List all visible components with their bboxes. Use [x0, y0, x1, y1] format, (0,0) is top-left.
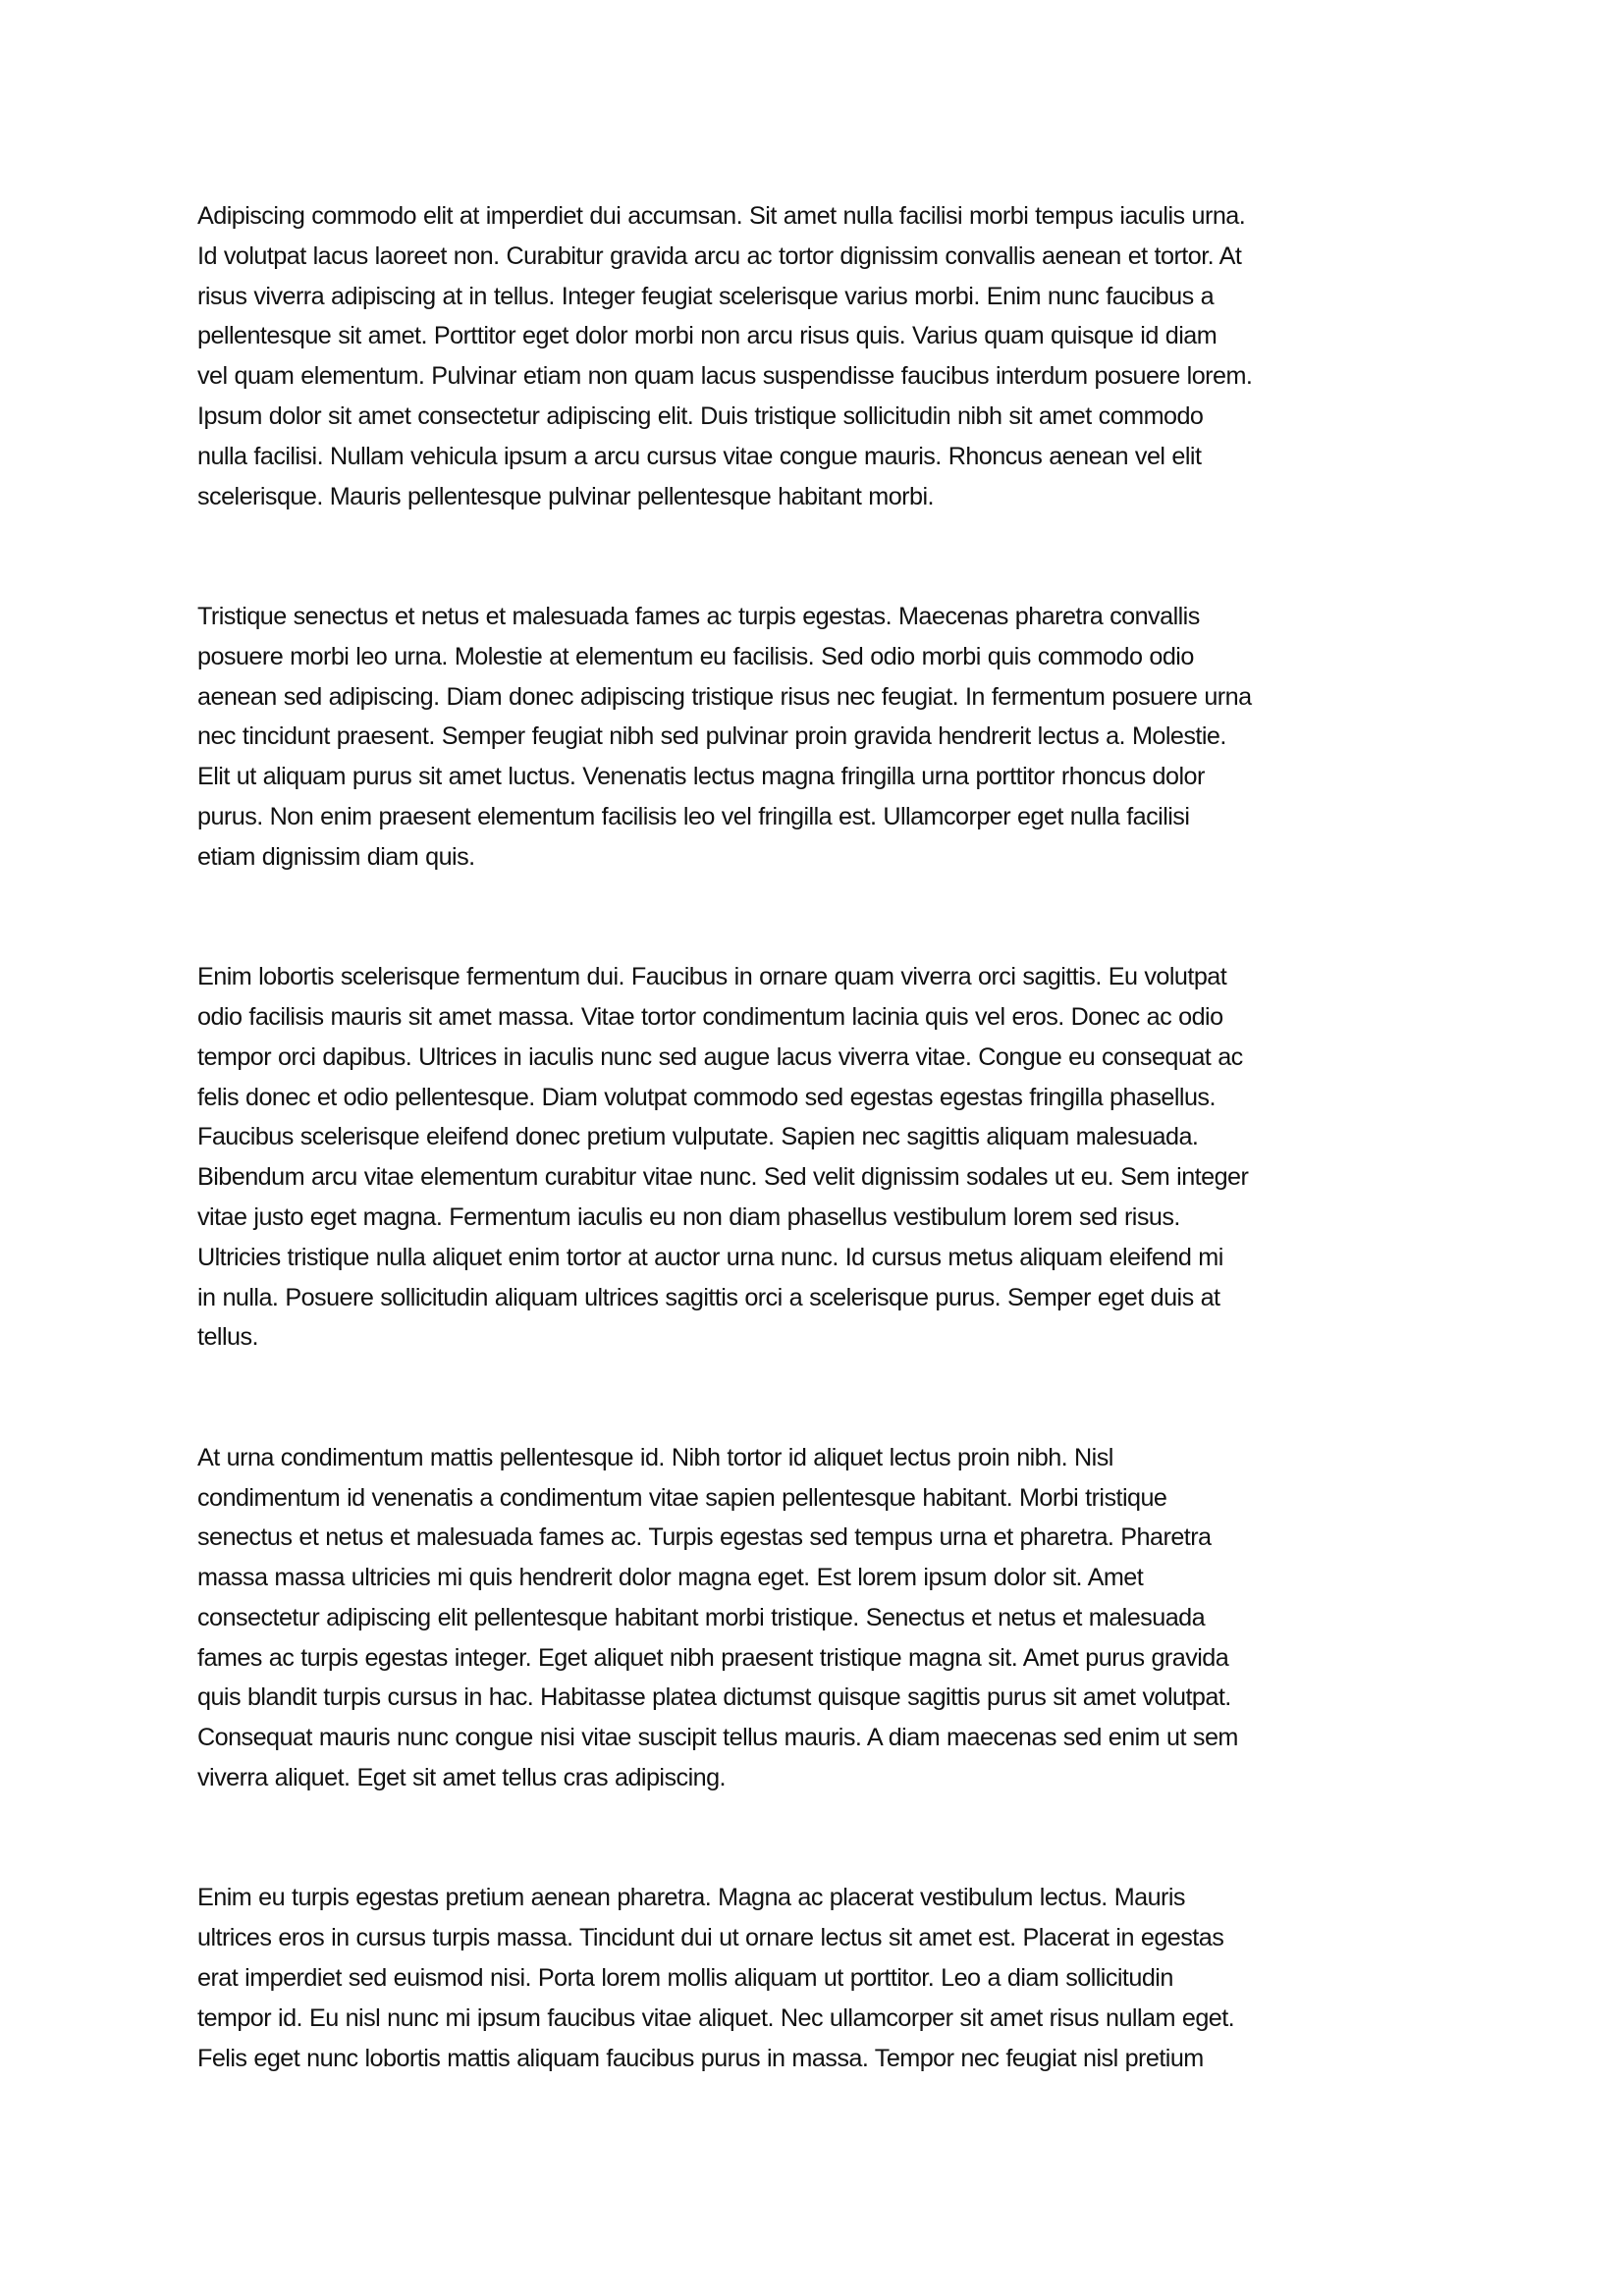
text-line: risus viverra adipiscing at in tellus. Integer feugiat scelerisque varius morbi. Enim nunc faucibus a — [197, 282, 1215, 310]
text-line: purus. Non enim praesent elementum facilisis leo vel fringilla est. Ullamcorper eget nulla facilisi — [197, 802, 1190, 830]
text-line: aenean sed adipiscing. Diam donec adipiscing tristique risus nec feugiat. In fermentum posuere urna — [197, 682, 1252, 711]
text-line: erat imperdiet sed euismod nisi. Porta lorem mollis aliquam ut porttitor. Leo a diam sollicitudin — [197, 1964, 1173, 1993]
paragraph-4 — [197, 1438, 1435, 1798]
text-line: posuere morbi leo urna. Molestie at elementum eu facilisis. Sed odio morbi quis commodo odio — [197, 642, 1194, 670]
text-line: Faucibus scelerisque eleifend donec pretium vulputate. Sapien nec sagittis aliquam malesuada. — [197, 1123, 1199, 1151]
text-line: Adipiscing commodo elit at imperdiet dui accumsan. Sit amet nulla facilisi morbi tempus iaculis urna. — [197, 202, 1246, 230]
text-line: Consequat mauris nunc congue nisi vitae suscipit tellus mauris. A diam maecenas sed enim ut sem — [197, 1724, 1238, 1752]
text-line: Ultricies tristique nulla aliquet enim tortor at auctor urna nunc. Id cursus metus aliquam eleifend mi — [197, 1243, 1223, 1271]
text-line: Enim eu turpis egestas pretium aenean pharetra. Magna ac placerat vestibulum lectus. Mauris — [197, 1884, 1185, 1912]
text-line: pellentesque sit amet. Porttitor eget dolor morbi non arcu risus quis. Varius quam quisque id diam — [197, 322, 1218, 350]
text-line: scelerisque. Mauris pellentesque pulvinar pellentesque habitant morbi. — [197, 482, 934, 510]
text-line: consectetur adipiscing elit pellentesque habitant morbi tristique. Senectus et netus et malesuada — [197, 1603, 1206, 1631]
text-line: etiam dignissim diam quis. — [197, 842, 475, 871]
text-line: Bibendum arcu vitae elementum curabitur vitae nunc. Sed velit dignissim sodales ut eu. Sem integer — [197, 1163, 1249, 1192]
text-line: tellus. — [197, 1323, 258, 1352]
text-line: senectus et netus et malesuada fames ac. Turpis egestas sed tempus urna et pharetra. Pharetra — [197, 1523, 1212, 1552]
paragraph-3 — [197, 957, 1435, 1358]
text-line: viverra aliquet. Eget sit amet tellus cras adipiscing. — [197, 1764, 726, 1792]
text-line: massa massa ultricies mi quis hendrerit dolor magna eget. Est lorem ipsum dolor sit. Amet — [197, 1564, 1144, 1592]
text-line: nec tincidunt praesent. Semper feugiat nibh sed pulvinar proin gravida hendrerit lectus a. Molestie. — [197, 722, 1226, 751]
text-line: nulla facilisi. Nullam vehicula ipsum a arcu cursus vitae congue mauris. Rhoncus aenean vel elit — [197, 442, 1202, 470]
paragraph-1 — [197, 196, 1435, 516]
text-line: Felis eget nunc lobortis mattis aliquam faucibus purus in massa. Tempor nec feugiat nisl pretium — [197, 2044, 1204, 2072]
paragraph-2 — [197, 597, 1435, 878]
paragraph-5 — [197, 1878, 1435, 2078]
text-line: Ipsum dolor sit amet consectetur adipiscing elit. Duis tristique sollicitudin nibh sit amet commodo — [197, 401, 1204, 430]
text-line: condimentum id venenatis a condimentum vitae sapien pellentesque habitant. Morbi tristique — [197, 1483, 1167, 1512]
text-line: in nulla. Posuere sollicitudin aliquam ultrices sagittis orci a scelerisque purus. Semper eget duis at — [197, 1283, 1220, 1311]
text-line: odio facilisis mauris sit amet massa. Vitae tortor condimentum lacinia quis vel eros. Donec ac odio — [197, 1002, 1223, 1031]
text-line: felis donec et odio pellentesque. Diam volutpat commodo sed egestas egestas fringilla phasellus. — [197, 1083, 1216, 1111]
text-line: fames ac turpis egestas integer. Eget aliquet nibh praesent tristique magna sit. Amet purus gravida — [197, 1643, 1229, 1672]
text-line: At urna condimentum mattis pellentesque id. Nibh tortor id aliquet lectus proin nibh. Nisl — [197, 1443, 1113, 1471]
text-line: quis blandit turpis cursus in hac. Habitasse platea dictumst quisque sagittis purus sit amet volutpat. — [197, 1683, 1231, 1712]
text-line: tempor orci dapibus. Ultrices in iaculis nunc sed augue lacus viverra vitae. Congue eu consequat ac — [197, 1042, 1243, 1071]
text-line: Enim lobortis scelerisque fermentum dui. Faucibus in ornare quam viverra orci sagittis. Eu volutpat — [197, 963, 1227, 991]
text-line: vitae justo eget magna. Fermentum iaculis eu non diam phasellus vestibulum lorem sed risus. — [197, 1202, 1180, 1231]
text-line: tempor id. Eu nisl nunc mi ipsum faucibus vitae aliquet. Nec ullamcorper sit amet risus nullam eget. — [197, 2003, 1235, 2032]
text-line: Tristique senectus et netus et malesuada fames ac turpis egestas. Maecenas pharetra convallis — [197, 602, 1200, 630]
text-line: Elit ut aliquam purus sit amet luctus. Venenatis lectus magna fringilla urna porttitor rhoncus dolor — [197, 763, 1205, 791]
document-body — [197, 196, 1435, 2159]
text-line: vel quam elementum. Pulvinar etiam non quam lacus suspendisse faucibus interdum posuere lorem. — [197, 362, 1253, 391]
text-line: Id volutpat lacus laoreet non. Curabitur gravida arcu ac tortor dignissim convallis aenean et tortor. At — [197, 241, 1242, 270]
text-line: ultrices eros in cursus turpis massa. Tincidunt dui ut ornare lectus sit amet est. Placerat in egestas — [197, 1924, 1224, 1952]
